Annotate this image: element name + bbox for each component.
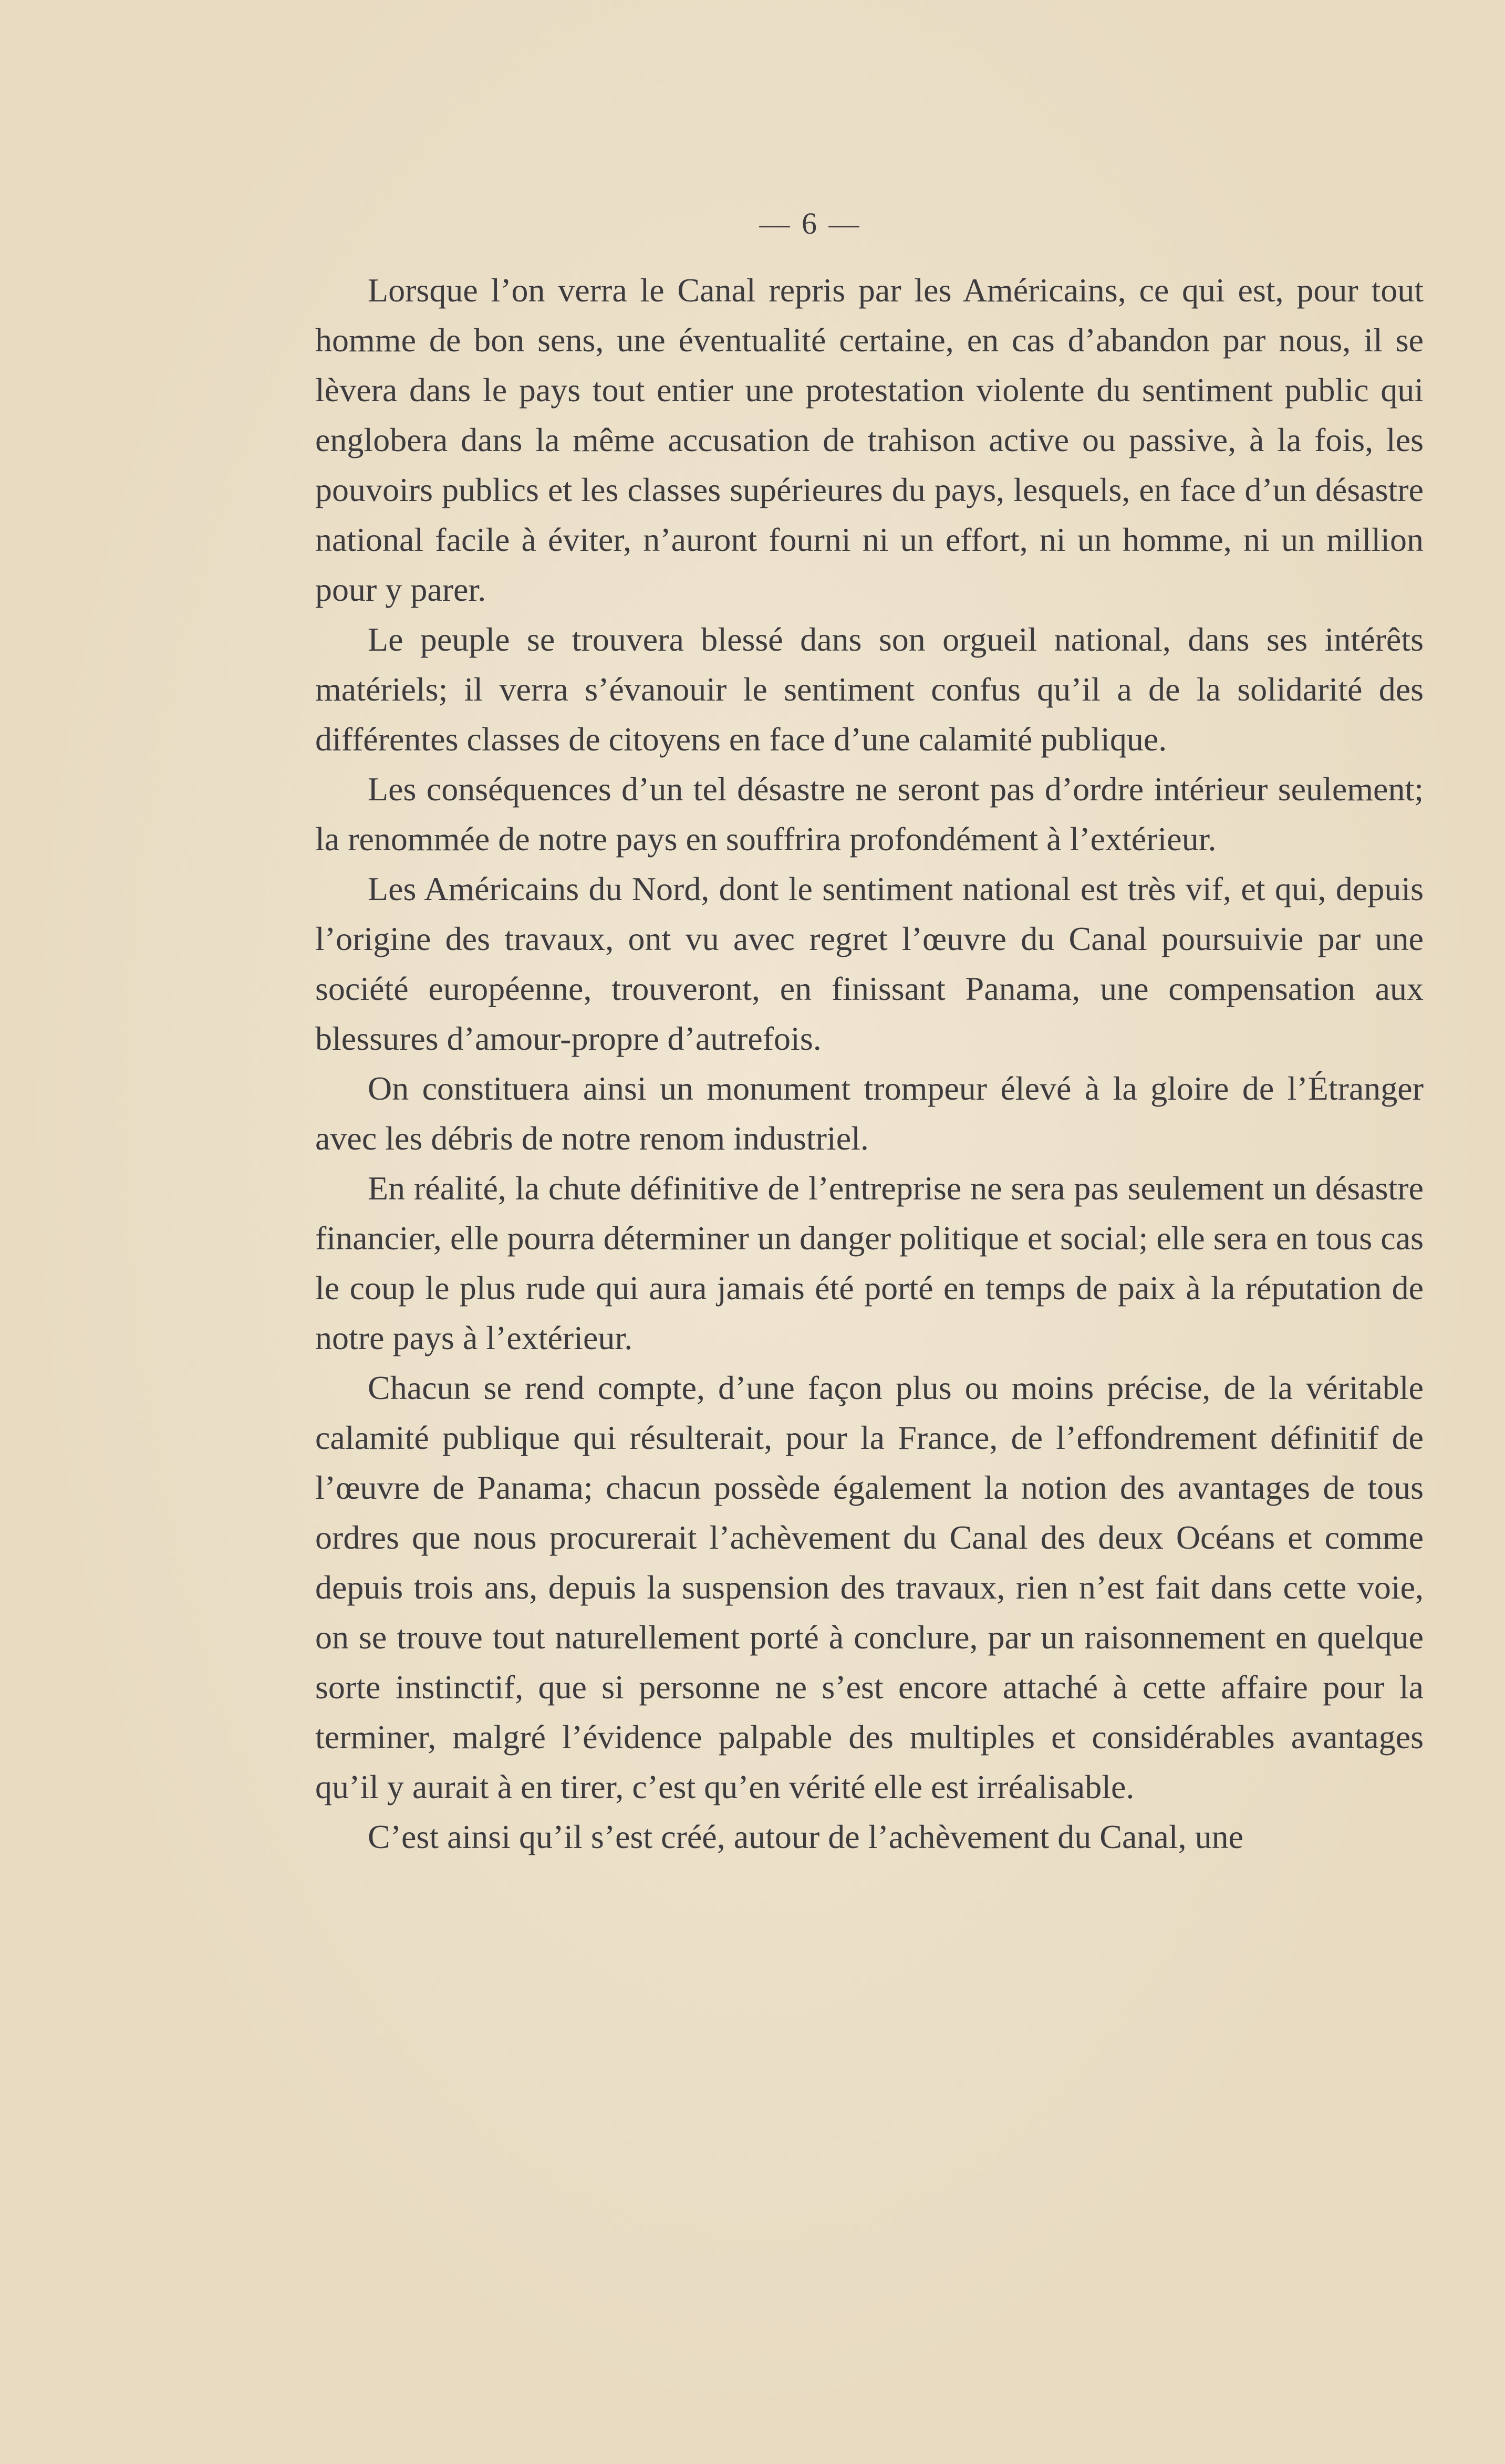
paragraph-6: En réalité, la chute définitive de l’entreprise ne sera pas seulement un désastre financier, elle pourra déterminer un danger politique et social; elle sera en tous cas le coup le plus rude qui aura jamais été porté en temps de paix à la réputation de notre pays à l’extérieur. bbox=[315, 1170, 1424, 1356]
paragraph-1: Lorsque l’on verra le Canal repris par les Américains, ce qui est, pour tout homme de bon sens, une éventualité certaine, en cas d’abandon par nous, il se lèvera dans le pays tout entier une protestation violente du sentiment public qui englobera dans la même accusation de trahison active ou passive, à la fois, les pouvoirs publics et les classes supérieures du pays, lesquels, en face d’un désastre national facile à éviter, n’auront fourni ni un effort, ni un homme, ni un million pour y parer. bbox=[315, 272, 1424, 608]
paragraph-4: Les Américains du Nord, dont le sentiment national est très vif, et qui, depuis l’origine des travaux, ont vu avec regret l’œuvre du Canal poursuivie par une société européenne, trouveront, en finissant Panama, une compensation aux blessures d’amour-propre d’autrefois. bbox=[315, 870, 1424, 1057]
paragraph-3: Les conséquences d’un tel désastre ne seront pas d’ordre intérieur seulement; la renommée de notre pays en souffrira profondément à l’extérieur. bbox=[315, 770, 1424, 858]
paragraph-7: Chacun se rend compte, d’une façon plus ou moins précise, de la véritable calamité publique qui résulterait, pour la France, de l’effondrement définitif de l’œuvre de Panama; chacun possède également la notion des avantages de tous ordres que nous procurerait l’achèvement du Canal des deux Océans et comme depuis trois ans, depuis la suspension des travaux, rien n’est fait dans cette voie, on se trouve tout naturellement porté à conclure, par un raisonnement en quelque sorte instinctif, que si personne ne s’est encore attaché à cette affaire pour la terminer, malgré l’évidence palpable des multiples et considérables avantages qu’il y aurait à en tirer, c’est qu’en vérité elle est irréalisable. bbox=[315, 1369, 1424, 1805]
body-text bbox=[315, 265, 1424, 1862]
page-number: — 6 — bbox=[759, 206, 862, 241]
paragraph-2: Le peuple se trouvera blessé dans son orgueil national, dans ses intérêts matériels; il verra s’évanouir le sentiment confus qu’il a de la solidarité des différentes classes de citoyens en face d’une calamité publique. bbox=[315, 621, 1424, 758]
paragraph-5: On constituera ainsi un monument trompeur élevé à la gloire de l’Étranger avec les débris de notre renom industriel. bbox=[315, 1070, 1424, 1157]
paragraph-8: C’est ainsi qu’il s’est créé, autour de l’achèvement du Canal, une bbox=[368, 1818, 1243, 1855]
